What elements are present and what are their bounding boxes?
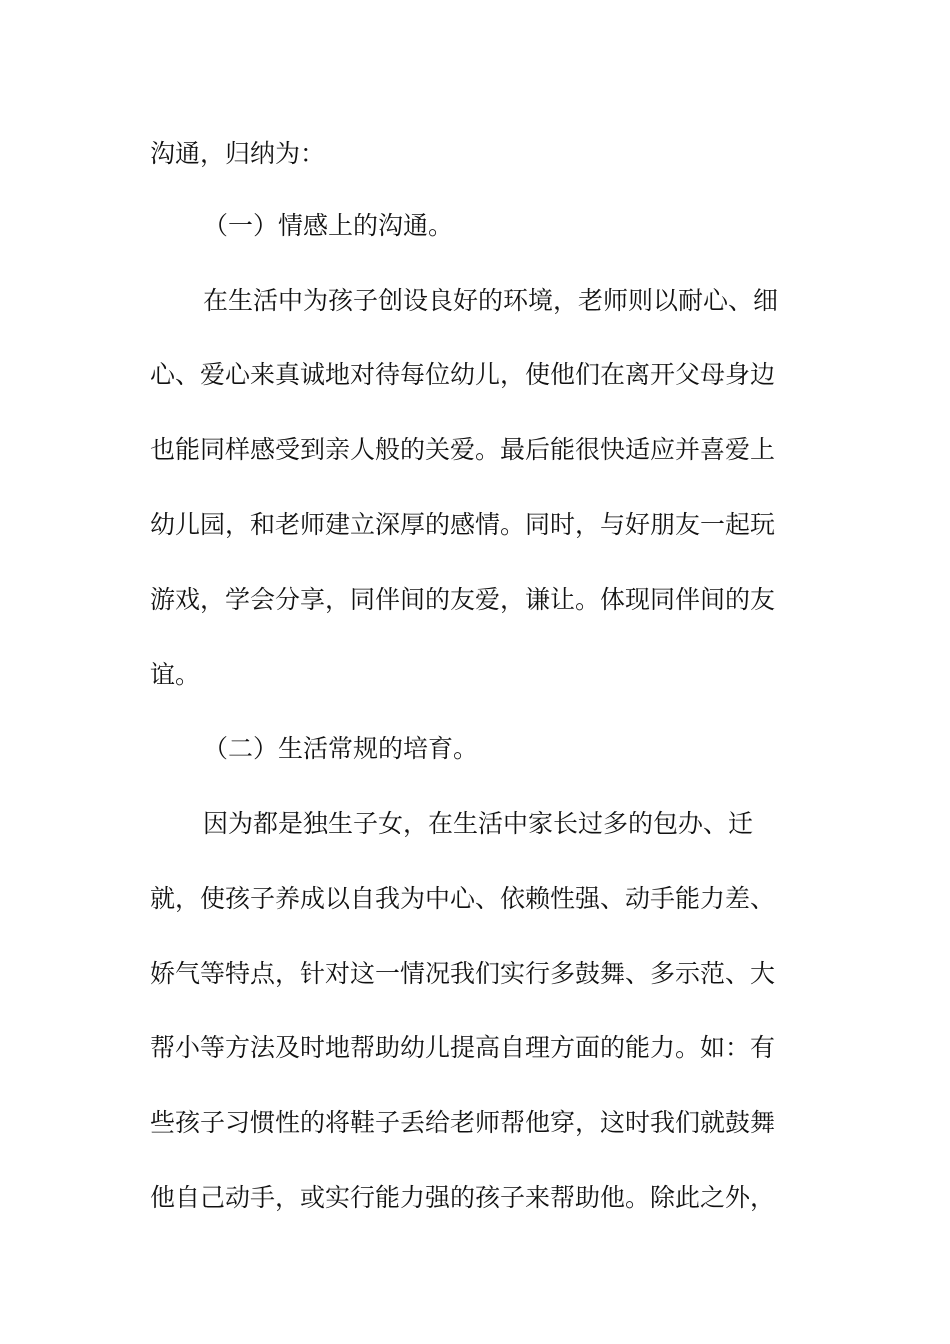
section-heading-2: （二）生活常规的培育。 — [203, 734, 479, 763]
paragraph-line: 在生活中为孩子创设良好的环境，老师则以耐心、细 — [203, 286, 779, 315]
paragraph-line: 游戏，学会分享，同伴间的友爱，谦让。体现同伴间的友 — [150, 585, 776, 614]
paragraph-line: 因为都是独生子女，在生活中家长过多的包办、迁 — [203, 809, 754, 838]
section-heading-1: （一）情感上的沟通。 — [203, 211, 454, 240]
paragraph-line: 帮小等方法及时地帮助幼儿提高自理方面的能力。如：有 — [150, 1033, 776, 1062]
intro-line: 沟通，归纳为： — [150, 139, 326, 168]
paragraph-line: 娇气等特点，针对这一情况我们实行多鼓舞、多示范、大 — [150, 959, 776, 988]
paragraph-line: 他自己动手，或实行能力强的孩子来帮助他。除此之外， — [150, 1183, 776, 1212]
paragraph-line: 些孩子习惯性的将鞋子丢给老师帮他穿，这时我们就鼓舞 — [150, 1108, 776, 1137]
paragraph-line: 幼儿园，和老师建立深厚的感情。同时，与好朋友一起玩 — [150, 510, 776, 539]
paragraph-line: 就，使孩子养成以自我为中心、依赖性强、动手能力差、 — [150, 884, 776, 913]
paragraph-line: 也能同样感受到亲人般的关爱。最后能很快适应并喜爱上 — [150, 435, 776, 464]
paragraph-line: 心、爱心来真诚地对待每位幼儿，使他们在离开父母身边 — [150, 360, 776, 389]
paragraph-line: 谊。 — [150, 660, 201, 689]
